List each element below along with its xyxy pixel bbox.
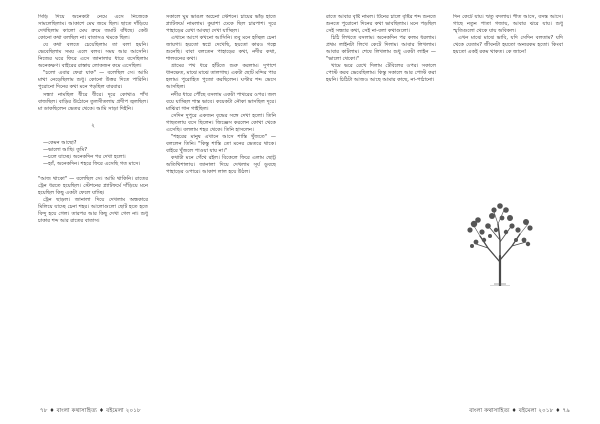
right-column-1 — [326, 14, 436, 186]
paragraph: রাতে আবার বৃষ্টি নামল। টিনের চালে বৃষ্টির শব্দ শুনতে শুনতে পুরোনো দিনের কথা ভাবছিলাম। মনে পড়ছিল সেই সন্ধ্যার কথা, সেই না-বলা কথাগুলো। — [326, 14, 436, 35]
left-column-2 — [166, 14, 276, 394]
paragraph: "আজ থাকো" — বলেছিল সে। আমি থাকিনি। রাতের ট্রেন ধরতে হয়েছিল। স্টেশনের প্ল্যাটফর্মে দাঁড়িয়ে মনে হয়েছিল কিছু একটা ফেলে যাচ্ছি। — [38, 175, 148, 196]
paragraph: সন্ধ্যা নামছিল ধীরে ধীরে। দূরে কোথাও শাঁখ বাজছিল। বাড়ির উঠোনে তুলসীতলায় প্রদীপ জ্বলছিল। মা ডাকছিলেন ভেতর থেকে। আমি সাড়া দিইনি। — [38, 91, 148, 112]
right-page-footer: বাংলা কথাসাহিত্য ♦ বইমেলা ২০১৮ ♦ ৭৯ — [469, 408, 570, 414]
left-column-1 — [38, 14, 148, 374]
paragraph: সেদিন দুপুরে একজন বৃদ্ধের সঙ্গে দেখা হলো। তিনি গাছতলায় বসে ছিলেন। জিজ্ঞেস করলেন কোথা থেকে এসেছি। বললাম শহর থেকে। তিনি হাসলেন। — [166, 112, 276, 133]
paragraph: যে কথা বলতে চেয়েছিলাম তা বলা হয়নি। ভেবেছিলাম সময় এলে বলব। সময় আর আসেনি। নিজের ঘরে ফিরে এসে জানালার ধারে বসেছিলাম অনেকক্ষণ। বাইরের রাস্তায় লোকজন কমে এসেছিল। — [38, 42, 148, 70]
paragraph: কথাটা মনে গেঁথে রইল। বিকেলে ফিরে এলাম ছোট্ট অতিথিশালায়। জানালা দিয়ে দেখলাম সূর্য ডুবছে পাহাড়ের ওপারে। আকাশ লাল হয়ে উঠল। — [166, 154, 276, 176]
left-page-footer: ৭৮ ♦ বাংলা কথাসাহিত্য ♦ বইমেলা ২০১৮ — [40, 408, 141, 414]
paragraph: এখন মাঝে মাঝে ভাবি, যদি সেদিন বলতাম? যদি থেকে যেতাম? জীবনটা হয়তো অন্যরকম হতো। কিংবা হয়তো একই রকম থাকত। কে জানে! — [453, 35, 563, 56]
paragraph: "চলো এবার ফেরা যাক" — বলেছিল সে। আমি মাথা নেড়েছিলাম শুধু। কোনো উত্তর দিতে পারিনি। পুরোনো দিনের কথা মনে পড়ছিল বারবার। — [38, 70, 148, 91]
tree-illustration — [460, 200, 540, 286]
right-column-2 — [453, 14, 563, 106]
dialogue-line: —চলে যাচ্ছে। অনেকদিন পর দেখা হলো। — [43, 153, 126, 160]
dialogue-line: —ভালো আছি। তুমি? — [43, 146, 88, 153]
paragraph: চিঠি লিখতে বসলাম। অনেকদিন পর কলম ধরলাম। প্রথম লাইনটা লিখে কেটে দিলাম। আবার লিখলাম। আবার কাটলাম। শেষে লিখলাম শুধু একটা লাইন — "ভালো থেকো।" — [326, 35, 436, 63]
paragraph: নদীর ধারে পৌঁছে বসলাম একটা পাথরের ওপর। জল বয়ে যাচ্ছিল শান্ত ভাবে। কয়েকটা নৌকা ভাসছিল দূরে। মাঝিরা গান গাইছিল। — [166, 91, 276, 112]
dialogue-line: —হ্যাঁ, অনেকদিন। শহরে ফিরে এসেছি গত মাসে। — [43, 160, 141, 167]
paragraph: এখানে আগে কখনো আসিনি। তবু মনে হচ্ছিল চেনা জায়গা। হয়তো স্বপ্নে দেখেছি, হয়তো কারও গল্পে শুনেছি। বাবা বলতেন পাহাড়ের কথা, নদীর কথা, শালবনের কথা। — [166, 35, 276, 63]
paragraph: গ্রামের পথ ধরে হাঁটতে শুরু করলাম। দুপাশে ধানক্ষেত, মাঝে মাঝে তালগাছ। একটা ছোট মন্দির পার হলাম। পুরোহিত পুজো করছিলেন। ঘণ্টার শব্দ ভেসে আসছিল। — [166, 63, 276, 91]
dialogue-line: —কেমন আছো? — [43, 139, 77, 146]
paragraph: সকালে ঘুম ভাঙল অচেনা স্টেশনে। চায়ের ভাঁড় হাতে প্ল্যাটফর্মে নামলাম। কুয়াশা ঢেকে ছিল চারপাশ। দূরে পাহাড়ের রেখা আবছা দেখা যাচ্ছিল। — [166, 14, 276, 35]
paragraph: খামে ভরে রেখে দিলাম টেবিলের ওপর। সকালে পোস্ট করব ভেবেছিলাম। কিন্তু সকালে আর পোস্ট করা হয়নি। চিঠিটা আজও আছে আমার কাছে, না-পাঠানো। — [326, 63, 436, 84]
right-page — [300, 0, 600, 424]
spacer — [38, 168, 148, 176]
paragraph: দিন কেটে যায়। ঋতু বদলায়। শীত আসে, বসন্ত আসে। গাছে নতুন পাতা গজায়, আবার ঝরে যায়। শুধু স্মৃতিগুলো থেকে যায় অবিকল। — [453, 14, 563, 35]
section-number: ২ — [91, 122, 95, 129]
paragraph: "শহরের মানুষ এখানে আসে শান্তি খুঁজতে" — বললেন তিনি। "কিন্তু শান্তি তো মনের ভেতরে থাকে। বাইরে খুঁজলে পাওয়া যায় না।" — [166, 133, 276, 154]
paragraph: সিঁড়ি দিয়ে অনেকটা নেমে এসে নিজেকে সামলেছিলাম। আকাশে মেঘ জমে ছিল। ছাতে দাঁড়িয়ে দেখছিলাম কালো মেঘ ক্রমে জমাট বাঁধছে। কেউ কোনো কথা বলছিল না। বাতাসও থমকে ছিল। — [38, 14, 148, 42]
paragraph: ট্রেন ছাড়ল। জানালা দিয়ে দেখলাম অন্ধকারে মিলিয়ে যাচ্ছে চেনা শহর। আলোগুলো ছোট হতে হতে বিন্দু হয়ে গেল। তারপর আর কিছু দেখা গেল না। শুধু চাকার শব্দ আর রাতের বাতাস। — [38, 197, 148, 225]
